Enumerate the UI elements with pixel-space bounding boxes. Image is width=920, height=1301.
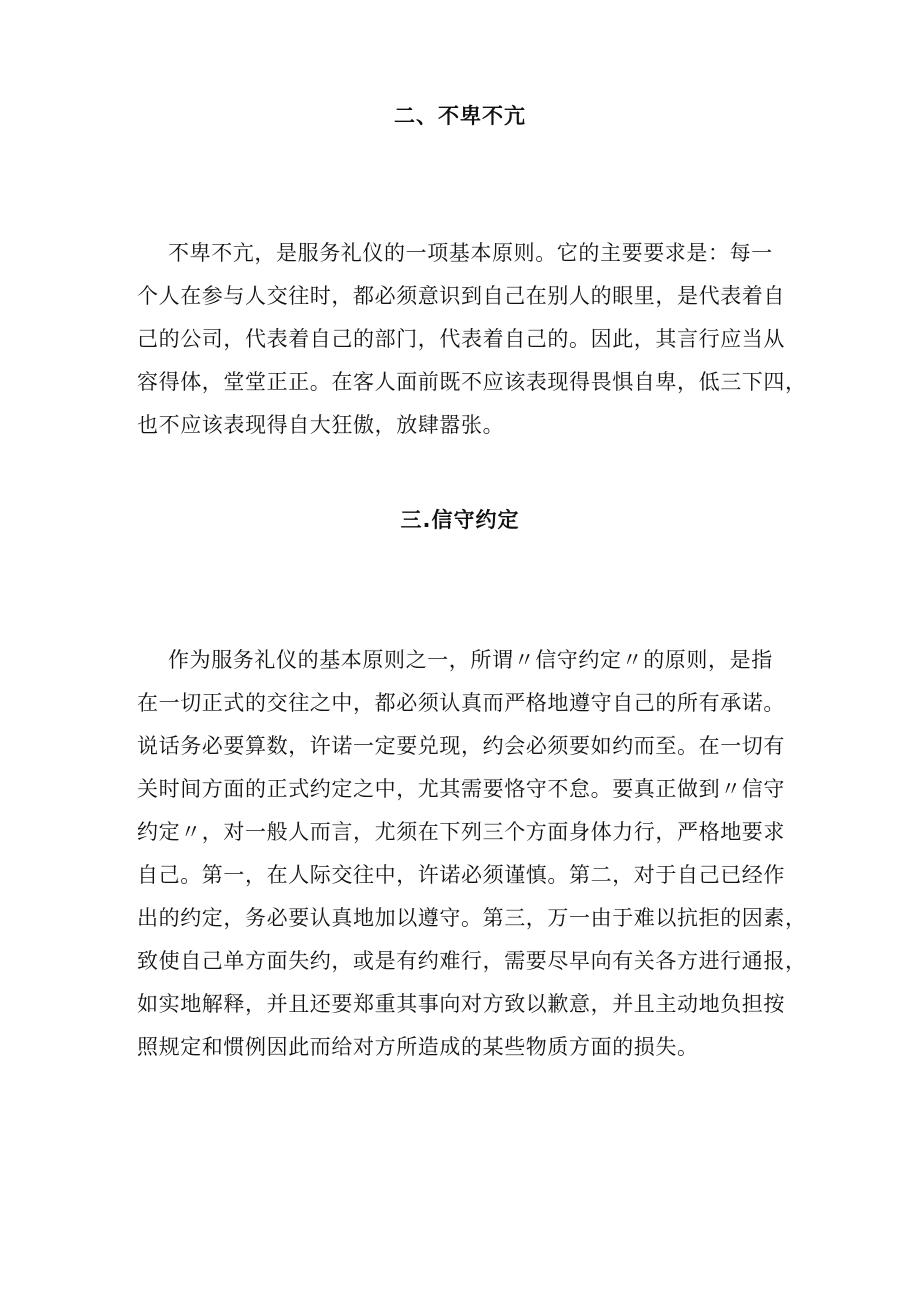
paragraph-line: 己的公司，代表着自己的部门，代表着自己的。因此，其言行应当从 (137, 327, 785, 351)
section-heading-3: 三.信守约定 (400, 508, 520, 532)
paragraph-line: 照规定和惯例因此而给对方所造成的某些物质方面的损失。 (137, 1035, 699, 1059)
paragraph-line: 容得体，堂堂正正。在客人面前既不应该表现得畏惧自卑，低三下四， (137, 370, 807, 394)
section-2-paragraph (137, 232, 807, 447)
paragraph-line: 关时间方面的正式约定之中，尤其需要恪守不怠。要真正做到〃信守 (137, 777, 785, 801)
paragraph-line: 自己。第一，在人际交往中，许诺必须谨慎。第二，对于自己已经作 (137, 863, 785, 887)
section-3-paragraph (137, 639, 807, 1069)
section-heading-2: 二、不卑不亢 (394, 104, 526, 128)
paragraph-line: 个人在参与人交往时，都必须意识到自己在别人的眼里，是代表着自 (137, 284, 785, 308)
paragraph-line: 出的约定，务必要认真地加以遵守。第三，万一由于难以抗拒的因素， (137, 906, 807, 930)
paragraph-line: 作为服务礼仪的基本原则之一，所谓〃信守约定〃的原则，是指 (168, 648, 773, 672)
paragraph-line: 致使自己单方面失约，或是有约难行，需要尽早向有关各方进行通报， (137, 949, 807, 973)
paragraph-line: 不卑不亢，是服务礼仪的一项基本原则。它的主要要求是：每一 (168, 241, 773, 265)
paragraph-line: 如实地解释，并且还要郑重其事向对方致以歉意，并且主动地负担按 (137, 992, 785, 1016)
paragraph-line: 说话务必要算数，许诺一定要兑现，约会必须要如约而至。在一切有 (137, 734, 785, 758)
paragraph-line: 在一切正式的交往之中，都必须认真而严格地遵守自己的所有承诺。 (137, 691, 785, 715)
paragraph-line: 也不应该表现得自大狂傲，放肆嚣张。 (137, 413, 505, 437)
paragraph-line: 约定〃，对一般人而言，尤须在下列三个方面身体力行，严格地要求 (137, 820, 785, 844)
